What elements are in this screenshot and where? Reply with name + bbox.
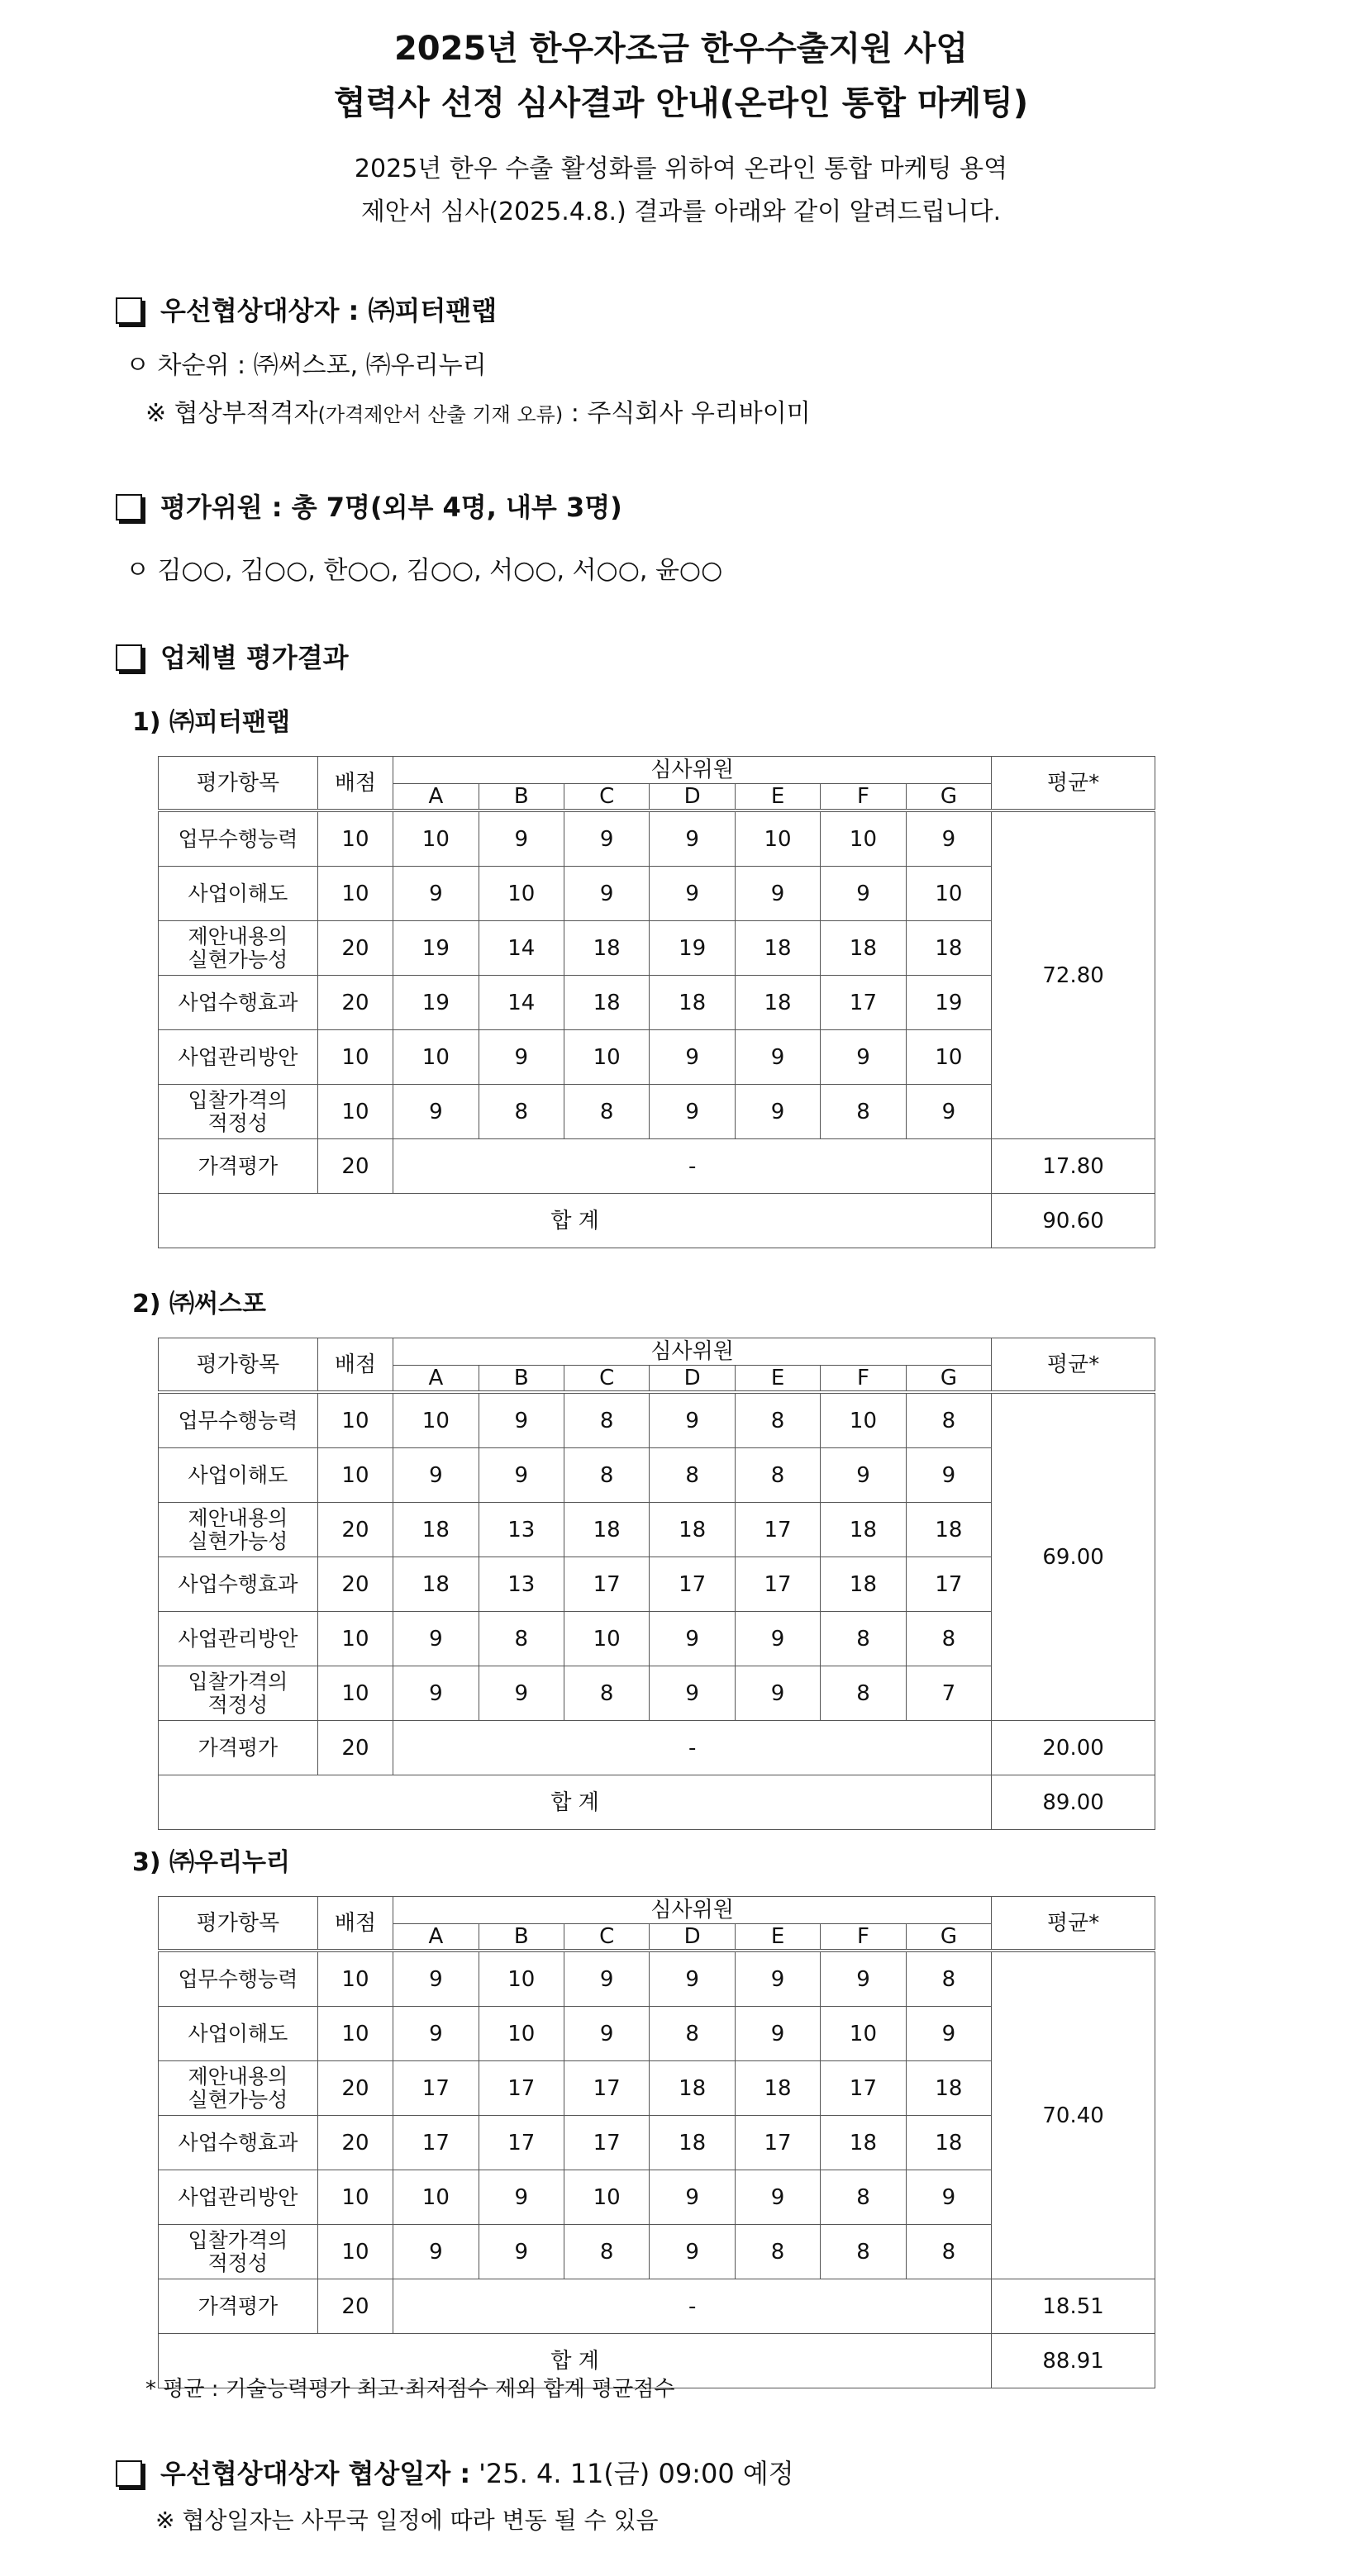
judge-score: 8 xyxy=(564,1085,649,1139)
total-score: 89.00 xyxy=(992,1775,1155,1830)
row-label-line2: 적정성 xyxy=(207,2250,269,2275)
judge-score: 9 xyxy=(479,1448,564,1503)
row-points: 20 xyxy=(317,2116,393,2170)
table-row xyxy=(159,1392,1155,1448)
judge-score: 9 xyxy=(906,2007,992,2061)
row-label-line1: 입찰가격의 xyxy=(188,2227,288,2252)
judge-score: 9 xyxy=(735,1951,820,2007)
judge-score: 9 xyxy=(564,867,649,921)
header-item: 평가항목 xyxy=(159,1338,318,1393)
row-label-line2: 실현가능성 xyxy=(188,2087,288,2112)
judge-score: 10 xyxy=(393,1030,479,1085)
row-label-line1: 사업수행효과 xyxy=(178,2130,298,2155)
judge-score: 13 xyxy=(479,1503,564,1557)
row-label xyxy=(159,2007,318,2061)
average-footnote: * 평균 : 기술능력평가 최고·최저점수 제외 합계 평균점수 xyxy=(145,2377,675,2402)
row-label xyxy=(159,2225,318,2279)
judge-score: 18 xyxy=(650,976,735,1030)
row-points: 10 xyxy=(317,810,393,867)
judge-score: 8 xyxy=(821,1085,906,1139)
price-points: 20 xyxy=(317,1721,393,1775)
judge-score: 8 xyxy=(735,2225,820,2279)
priority-section-heading xyxy=(116,291,497,330)
judge-score: 18 xyxy=(735,2061,820,2116)
header-score: 배점 xyxy=(317,757,393,811)
header-judge-letter: D xyxy=(650,1924,735,1951)
judge-score: 9 xyxy=(650,1612,735,1666)
judge-score: 9 xyxy=(650,1085,735,1139)
header-judge-letter: A xyxy=(393,784,479,811)
row-label xyxy=(159,1503,318,1557)
header-judge-letter: D xyxy=(650,784,735,811)
judge-score: 10 xyxy=(393,2170,479,2225)
row-label xyxy=(159,2116,318,2170)
judge-score: 9 xyxy=(735,2007,820,2061)
judge-score: 10 xyxy=(393,1392,479,1448)
judge-score: 9 xyxy=(479,1392,564,1448)
row-label xyxy=(159,810,318,867)
checkbox-bullet-icon xyxy=(116,644,142,671)
total-score: 88.91 xyxy=(992,2334,1155,2388)
judge-score: 18 xyxy=(906,2061,992,2116)
judge-score: 17 xyxy=(564,2061,649,2116)
row-label xyxy=(159,1612,318,1666)
header-average: 평균* xyxy=(992,1897,1155,1951)
runner-up-line: ㅇ 차순위 : ㈜써스포, ㈜우리누리 xyxy=(126,351,487,380)
judge-score: 9 xyxy=(821,867,906,921)
judge-score: 10 xyxy=(735,810,820,867)
judge-score: 8 xyxy=(564,1666,649,1721)
negotiation-heading-text: 우선협상대상자 협상일자 : xyxy=(160,2458,471,2489)
row-label-line1: 사업관리방안 xyxy=(178,1626,298,1651)
row-label xyxy=(159,1951,318,2007)
judge-score: 9 xyxy=(564,1951,649,2007)
judge-score: 18 xyxy=(735,921,820,976)
checkbox-bullet-icon xyxy=(116,297,142,324)
judge-score: 19 xyxy=(906,976,992,1030)
evaluators-heading-text: 평가위원 : 총 7명(외부 4명, 내부 3명) xyxy=(160,492,622,523)
judge-score: 10 xyxy=(906,867,992,921)
table-row xyxy=(159,1951,1155,2007)
total-row xyxy=(159,1775,1155,1830)
row-points: 10 xyxy=(317,2007,393,2061)
judge-score: 9 xyxy=(650,867,735,921)
header-judge-letter: B xyxy=(479,1924,564,1951)
row-label-line1: 업무수행능력 xyxy=(178,826,298,851)
judge-score: 9 xyxy=(821,1030,906,1085)
price-dash: - xyxy=(393,2279,992,2334)
judge-score: 8 xyxy=(906,2225,992,2279)
header-judges: 심사위원 xyxy=(393,1897,992,1924)
judge-score: 18 xyxy=(821,1557,906,1612)
judge-score: 18 xyxy=(564,1503,649,1557)
judge-score: 9 xyxy=(479,2170,564,2225)
judge-score: 10 xyxy=(564,2170,649,2225)
judge-score: 9 xyxy=(393,1951,479,2007)
judge-score: 8 xyxy=(479,1612,564,1666)
judge-score: 9 xyxy=(906,1448,992,1503)
row-label xyxy=(159,2061,318,2116)
row-label xyxy=(159,1030,318,1085)
judge-score: 8 xyxy=(821,1612,906,1666)
row-label xyxy=(159,867,318,921)
judge-score: 17 xyxy=(821,2061,906,2116)
technical-average: 72.80 xyxy=(992,810,1155,1139)
judge-score: 8 xyxy=(479,1085,564,1139)
judge-score: 9 xyxy=(735,867,820,921)
header-judge-letter: F xyxy=(821,1924,906,1951)
judge-score: 18 xyxy=(564,921,649,976)
judge-score: 9 xyxy=(479,1666,564,1721)
judge-score: 17 xyxy=(735,2116,820,2170)
judge-score: 9 xyxy=(564,2007,649,2061)
row-label xyxy=(159,2170,318,2225)
judge-score: 9 xyxy=(393,1085,479,1139)
judge-score: 18 xyxy=(393,1557,479,1612)
judge-score: 17 xyxy=(479,2061,564,2116)
header-score: 배점 xyxy=(317,1338,393,1393)
judge-score: 10 xyxy=(564,1030,649,1085)
negotiation-note: ※ 협상일자는 사무국 일정에 따라 변동 될 수 있음 xyxy=(155,2507,659,2534)
judge-score: 17 xyxy=(479,2116,564,2170)
judge-score: 18 xyxy=(906,2116,992,2170)
judge-score: 9 xyxy=(735,1666,820,1721)
row-points: 10 xyxy=(317,1030,393,1085)
evaluation-table xyxy=(158,1338,1155,1830)
judge-score: 17 xyxy=(906,1557,992,1612)
judge-score: 9 xyxy=(821,1448,906,1503)
judge-score: 10 xyxy=(821,1392,906,1448)
row-points: 10 xyxy=(317,867,393,921)
judge-score: 9 xyxy=(650,2170,735,2225)
row-points: 10 xyxy=(317,1666,393,1721)
judge-score: 18 xyxy=(650,2116,735,2170)
row-points: 10 xyxy=(317,2170,393,2225)
judge-score: 10 xyxy=(393,810,479,867)
row-label-line1: 사업관리방안 xyxy=(178,2184,298,2209)
row-label-line1: 사업이해도 xyxy=(188,2021,288,2046)
judge-score: 8 xyxy=(821,2170,906,2225)
price-score: 18.51 xyxy=(992,2279,1155,2334)
table-row xyxy=(159,810,1155,867)
judge-score: 9 xyxy=(735,2170,820,2225)
price-row xyxy=(159,1139,1155,1194)
total-label: 합 계 xyxy=(159,1194,992,1248)
header-judge-letter: A xyxy=(393,1924,479,1951)
judge-score: 10 xyxy=(564,1612,649,1666)
judge-score: 18 xyxy=(393,1503,479,1557)
judge-score: 13 xyxy=(479,1557,564,1612)
row-points: 10 xyxy=(317,1448,393,1503)
technical-average: 69.00 xyxy=(992,1392,1155,1721)
header-average: 평균* xyxy=(992,1338,1155,1393)
row-label-line2: 실현가능성 xyxy=(188,1528,288,1553)
judge-score: 10 xyxy=(906,1030,992,1085)
row-label-line1: 업무수행능력 xyxy=(178,1408,298,1433)
row-label xyxy=(159,1085,318,1139)
document-title-line1: 2025년 한우자조금 한우수출지원 사업 xyxy=(393,30,969,68)
row-points: 10 xyxy=(317,1392,393,1448)
judge-score: 9 xyxy=(393,1666,479,1721)
judge-score: 17 xyxy=(735,1503,820,1557)
row-label-line1: 입찰가격의 xyxy=(188,1087,288,1112)
judge-score: 18 xyxy=(906,921,992,976)
negotiation-date: '25. 4. 11(금) 09:00 예정 xyxy=(479,2458,794,2489)
header-judge-letter: G xyxy=(906,1366,992,1393)
header-average: 평균* xyxy=(992,757,1155,811)
row-label xyxy=(159,976,318,1030)
evaluator-names: ㅇ 김○○, 김○○, 한○○, 김○○, 서○○, 서○○, 윤○○ xyxy=(126,556,723,585)
judge-score: 9 xyxy=(906,810,992,867)
negotiation-section-heading xyxy=(116,2454,794,2493)
judge-score: 19 xyxy=(650,921,735,976)
row-label-line2: 실현가능성 xyxy=(188,947,288,972)
judge-score: 8 xyxy=(564,1448,649,1503)
judge-score: 8 xyxy=(735,1448,820,1503)
row-points: 20 xyxy=(317,921,393,976)
price-row xyxy=(159,1721,1155,1775)
header-judge-letter: B xyxy=(479,784,564,811)
evaluation-table xyxy=(158,1896,1155,2388)
judge-score: 8 xyxy=(906,1392,992,1448)
judge-score: 17 xyxy=(564,2116,649,2170)
header-judge-letter: B xyxy=(479,1366,564,1393)
evaluators-section-heading xyxy=(116,487,622,527)
judge-score: 8 xyxy=(821,2225,906,2279)
judge-score: 9 xyxy=(479,1030,564,1085)
price-dash: - xyxy=(393,1139,992,1194)
document-title-line2: 협력사 선정 심사결과 안내(온라인 통합 마케팅) xyxy=(333,84,1029,122)
judge-score: 18 xyxy=(735,976,820,1030)
row-label-line2: 적정성 xyxy=(207,1110,269,1135)
judge-score: 9 xyxy=(650,1666,735,1721)
price-points: 20 xyxy=(317,1139,393,1194)
technical-average: 70.40 xyxy=(992,1951,1155,2279)
judge-score: 8 xyxy=(735,1392,820,1448)
judge-score: 9 xyxy=(479,810,564,867)
price-score: 20.00 xyxy=(992,1721,1155,1775)
judge-score: 10 xyxy=(821,2007,906,2061)
judge-score: 9 xyxy=(393,1448,479,1503)
judge-score: 9 xyxy=(906,1085,992,1139)
judge-score: 18 xyxy=(821,1503,906,1557)
row-label-line1: 제안내용의 xyxy=(188,2064,288,2089)
judge-score: 17 xyxy=(821,976,906,1030)
row-label-line1: 사업이해도 xyxy=(188,1462,288,1487)
row-points: 20 xyxy=(317,976,393,1030)
judge-score: 9 xyxy=(479,2225,564,2279)
unfit-bidder-line xyxy=(145,395,811,434)
judge-score: 9 xyxy=(735,1085,820,1139)
total-row xyxy=(159,1194,1155,1248)
price-label: 가격평가 xyxy=(159,1721,318,1775)
judge-score: 9 xyxy=(650,1030,735,1085)
company-title: 3) ㈜우리누리 xyxy=(132,1848,290,1877)
row-points: 10 xyxy=(317,1085,393,1139)
evaluation-table xyxy=(158,756,1155,1248)
header-judge-letter: F xyxy=(821,1366,906,1393)
judge-score: 9 xyxy=(393,2225,479,2279)
total-score: 90.60 xyxy=(992,1194,1155,1248)
row-points: 10 xyxy=(317,2225,393,2279)
judge-score: 8 xyxy=(564,2225,649,2279)
total-label: 합 계 xyxy=(159,2334,992,2388)
header-judges: 심사위원 xyxy=(393,757,992,784)
price-score: 17.80 xyxy=(992,1139,1155,1194)
judge-score: 8 xyxy=(650,2007,735,2061)
results-heading-text: 업체별 평가결과 xyxy=(160,642,349,673)
judge-score: 9 xyxy=(650,1951,735,2007)
judge-score: 9 xyxy=(650,2225,735,2279)
row-label xyxy=(159,1666,318,1721)
judge-score: 18 xyxy=(821,2116,906,2170)
judge-score: 10 xyxy=(479,2007,564,2061)
header-judge-letter: C xyxy=(564,1924,649,1951)
header-judge-letter: G xyxy=(906,784,992,811)
header-judge-letter: E xyxy=(735,1366,820,1393)
header-item: 평가항목 xyxy=(159,1897,318,1951)
judge-score: 17 xyxy=(650,1557,735,1612)
company-title: 1) ㈜피터팬랩 xyxy=(132,708,290,737)
header-item: 평가항목 xyxy=(159,757,318,811)
judge-score: 8 xyxy=(906,1951,992,2007)
row-label-line1: 제안내용의 xyxy=(188,924,288,948)
row-points: 20 xyxy=(317,1557,393,1612)
judge-score: 7 xyxy=(906,1666,992,1721)
total-label: 합 계 xyxy=(159,1775,992,1830)
row-label-line1: 제안내용의 xyxy=(188,1505,288,1530)
header-judge-letter: C xyxy=(564,784,649,811)
header-judges: 심사위원 xyxy=(393,1338,992,1366)
judge-score: 8 xyxy=(821,1666,906,1721)
judge-score: 9 xyxy=(821,1951,906,2007)
judge-score: 8 xyxy=(564,1392,649,1448)
row-label xyxy=(159,1557,318,1612)
header-judge-letter: F xyxy=(821,784,906,811)
header-score: 배점 xyxy=(317,1897,393,1951)
unfit-suffix: : 주식회사 우리바이미 xyxy=(563,399,811,428)
judge-score: 9 xyxy=(735,1030,820,1085)
judge-score: 17 xyxy=(393,2061,479,2116)
checkbox-bullet-icon xyxy=(116,494,142,520)
judge-score: 9 xyxy=(906,2170,992,2225)
price-dash: - xyxy=(393,1721,992,1775)
judge-score: 14 xyxy=(479,921,564,976)
judge-score: 9 xyxy=(393,867,479,921)
row-points: 10 xyxy=(317,1612,393,1666)
company-title: 2) ㈜써스포 xyxy=(132,1290,266,1319)
intro-line2: 제안서 심사(2025.4.8.) 결과를 아래와 같이 알려드립니다. xyxy=(360,197,1002,226)
judge-score: 9 xyxy=(393,2007,479,2061)
header-judge-letter: E xyxy=(735,784,820,811)
judge-score: 9 xyxy=(650,1392,735,1448)
priority-heading-text: 우선협상대상자 : ㈜피터팬랩 xyxy=(160,295,498,326)
price-row xyxy=(159,2279,1155,2334)
header-judge-letter: D xyxy=(650,1366,735,1393)
judge-score: 9 xyxy=(735,1612,820,1666)
judge-score: 19 xyxy=(393,976,479,1030)
header-judge-letter: A xyxy=(393,1366,479,1393)
row-label xyxy=(159,921,318,976)
price-label: 가격평가 xyxy=(159,1139,318,1194)
judge-score: 10 xyxy=(821,810,906,867)
header-judge-letter: C xyxy=(564,1366,649,1393)
row-label-line1: 입찰가격의 xyxy=(188,1669,288,1694)
judge-score: 18 xyxy=(821,921,906,976)
price-label: 가격평가 xyxy=(159,2279,318,2334)
judge-score: 14 xyxy=(479,976,564,1030)
results-section-heading xyxy=(116,638,349,677)
judge-score: 9 xyxy=(564,810,649,867)
row-label-line2: 적정성 xyxy=(207,1692,269,1717)
unfit-reason: (가격제안서 산출 기재 오류) xyxy=(317,403,564,426)
judge-score: 8 xyxy=(906,1612,992,1666)
row-label xyxy=(159,1392,318,1448)
judge-score: 9 xyxy=(650,810,735,867)
row-label-line1: 사업이해도 xyxy=(188,881,288,905)
intro-line1: 2025년 한우 수출 활성화를 위하여 온라인 통합 마케팅 용역 xyxy=(354,154,1008,183)
header-judge-letter: G xyxy=(906,1924,992,1951)
judge-score: 10 xyxy=(479,1951,564,2007)
checkbox-bullet-icon xyxy=(116,2460,142,2487)
row-label-line1: 업무수행능력 xyxy=(178,1966,298,1991)
judge-score: 18 xyxy=(564,976,649,1030)
row-label-line1: 사업수행효과 xyxy=(178,1571,298,1596)
judge-score: 8 xyxy=(650,1448,735,1503)
judge-score: 17 xyxy=(564,1557,649,1612)
judge-score: 19 xyxy=(393,921,479,976)
row-points: 10 xyxy=(317,1951,393,2007)
price-points: 20 xyxy=(317,2279,393,2334)
judge-score: 9 xyxy=(393,1612,479,1666)
row-label-line1: 사업수행효과 xyxy=(178,990,298,1015)
judge-score: 17 xyxy=(735,1557,820,1612)
judge-score: 18 xyxy=(650,1503,735,1557)
row-label xyxy=(159,1448,318,1503)
judge-score: 18 xyxy=(650,2061,735,2116)
unfit-prefix: ※ 협상부적격자 xyxy=(145,399,318,428)
judge-score: 18 xyxy=(906,1503,992,1557)
row-label-line1: 사업관리방안 xyxy=(178,1044,298,1069)
judge-score: 17 xyxy=(393,2116,479,2170)
row-points: 20 xyxy=(317,2061,393,2116)
judge-score: 10 xyxy=(479,867,564,921)
header-judge-letter: E xyxy=(735,1924,820,1951)
row-points: 20 xyxy=(317,1503,393,1557)
